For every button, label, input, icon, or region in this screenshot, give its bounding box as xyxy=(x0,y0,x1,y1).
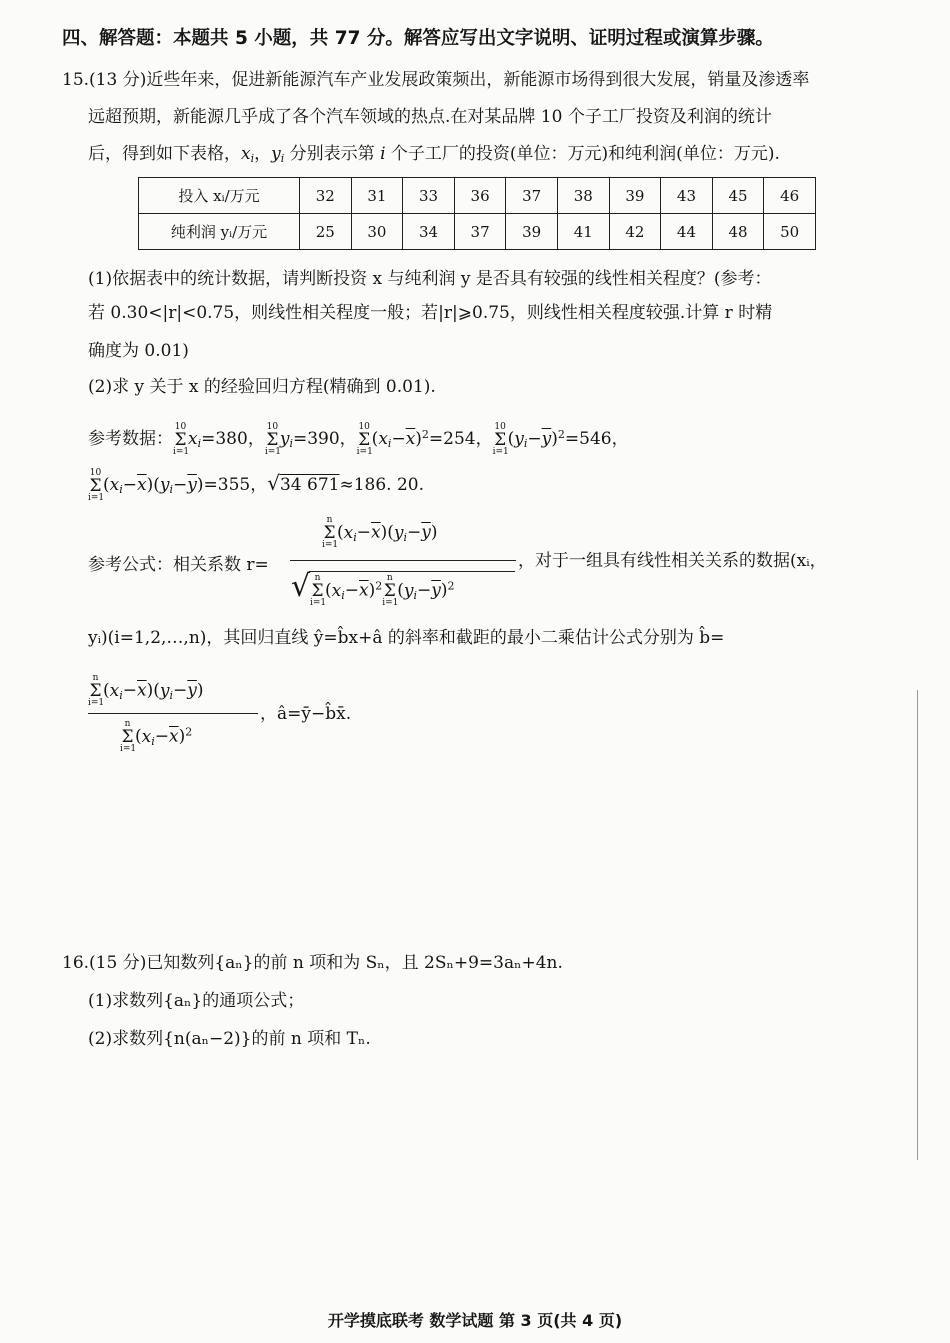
table-cell: 34 xyxy=(403,214,455,250)
q15-part1-line-3: 确度为 0.01) xyxy=(88,341,189,361)
table-cell: 30 xyxy=(351,214,403,250)
page-footer: 开学摸底联考 数学试题 第 3 页(共 4 页) xyxy=(327,1311,623,1330)
table-cell: 45 xyxy=(712,178,764,214)
table-cell: 48 xyxy=(712,214,764,250)
table-row-investment xyxy=(139,178,816,214)
reference-data-line-1: 参考数据： 10 Σ i=1 $x_i=380$， 10 Σ i=1 $y_i=390$， 10 Σ i=1 $(x_i-\overline{x})^2=254$， 10 Σ i=1 $(y_i-\overline{y})^2=546$， xyxy=(88,421,629,457)
formula-r-fraction-bar xyxy=(290,560,516,561)
table-cell: 42 xyxy=(609,214,661,250)
slope-fraction-bar xyxy=(88,713,258,714)
table-cell: 37 xyxy=(454,214,506,250)
reference-formula-label: 参考公式：相关系数 r= xyxy=(88,555,269,575)
q15-intro-line-2: 远超预期，新能源几乎成了各个汽车领域的热点.在对某品牌 10 个子工厂投资及利润的统计 xyxy=(88,107,772,127)
q15-intro-line-1: 15.(13 分)近些年来，促进新能源汽车产业发展政策频出，新能源市场得到很大发展，销量及渗透率 xyxy=(62,70,810,90)
slope-denominator: n Σ i=1 $(x_i-\overline{x})^2$ xyxy=(120,719,193,754)
sqrt-overbar xyxy=(309,571,515,572)
table-cell: 32 xyxy=(300,178,352,214)
formula-r-denominator: n Σ i=1 $(x_i-\overline{x})^2$ n Σ i=1 $(y_i-\overline{y})^2$ xyxy=(310,573,455,608)
intercept-formula: ，â=ȳ−b̂x̄. xyxy=(260,704,352,724)
section-header: 四、解答题：本题共 5 小题，共 77 分。解答应写出文字说明、证明过程或演算步骤。 xyxy=(62,28,774,49)
q15-intro-line-3: 后，得到如下表格，$x_i$，$y_i$ 分别表示第 i 个子工厂的投资(单位：万元)和纯利润(单位：万元). xyxy=(88,144,780,165)
reference-formula-tail: ，对于一组具有线性相关关系的数据(xᵢ， xyxy=(518,551,827,571)
formula-r-numerator: n Σ i=1 $(x_i-\overline{x})(y_i-\overline{y})$ xyxy=(322,515,438,550)
table-cell: 41 xyxy=(557,214,609,250)
table-cell: 36 xyxy=(454,178,506,214)
table-cell: 39 xyxy=(506,214,558,250)
reference-data-line-2: 10 Σ i=1 $(x_i-\overline{x})(y_i-\overline{y})=355$，√34 671≈186. 20. xyxy=(88,467,424,503)
q15-part1-line-1: (1)依据表中的统计数据，请判断投资 x 与纯利润 y 是否具有较强的线性相关程度？(参考： xyxy=(88,269,772,289)
q16-part1: (1)求数列{aₙ}的通项公式； xyxy=(88,991,305,1011)
page-edge-line xyxy=(917,690,918,1160)
q16-part2: (2)求数列{n(aₙ−2)}的前 n 项和 Tₙ. xyxy=(88,1029,371,1049)
table-cell: 39 xyxy=(609,178,661,214)
q15-part2: (2)求 y 关于 x 的经验回归方程(精确到 0.01). xyxy=(88,377,436,397)
table-header-profit: 纯利润 yᵢ/万元 xyxy=(139,214,300,250)
table-cell: 37 xyxy=(506,178,558,214)
table-cell: 50 xyxy=(764,214,816,250)
table-cell: 38 xyxy=(557,178,609,214)
investment-profit-table xyxy=(138,177,816,250)
table-cell: 46 xyxy=(764,178,816,214)
table-header-investment: 投入 xᵢ/万元 xyxy=(139,178,300,214)
q16-stem: 16.(15 分)已知数列{aₙ}的前 n 项和为 Sₙ，且 2Sₙ+9=3aₙ+4n. xyxy=(62,953,563,973)
table-cell: 33 xyxy=(403,178,455,214)
table-row-profit xyxy=(139,214,816,250)
table-cell: 25 xyxy=(300,214,352,250)
q15-part1-line-2: 若 0.30<|r|<0.75，则线性相关程度一般；若|r|⩾0.75，则线性相关程度较强.计算 r 时精 xyxy=(88,303,773,323)
sqrt-sign: √ xyxy=(291,569,311,604)
slope-numerator: n Σ i=1 $(x_i-\overline{x})(y_i-\overline{y})$ xyxy=(88,673,204,708)
table-cell: 44 xyxy=(661,214,713,250)
least-squares-line: yᵢ)(i=1,2,…,n)，其回归直线 ŷ=b̂x+â 的斜率和截距的最小二乘估计公式分别为 b̂= xyxy=(88,628,725,648)
table-cell: 43 xyxy=(661,178,713,214)
table-cell: 31 xyxy=(351,178,403,214)
